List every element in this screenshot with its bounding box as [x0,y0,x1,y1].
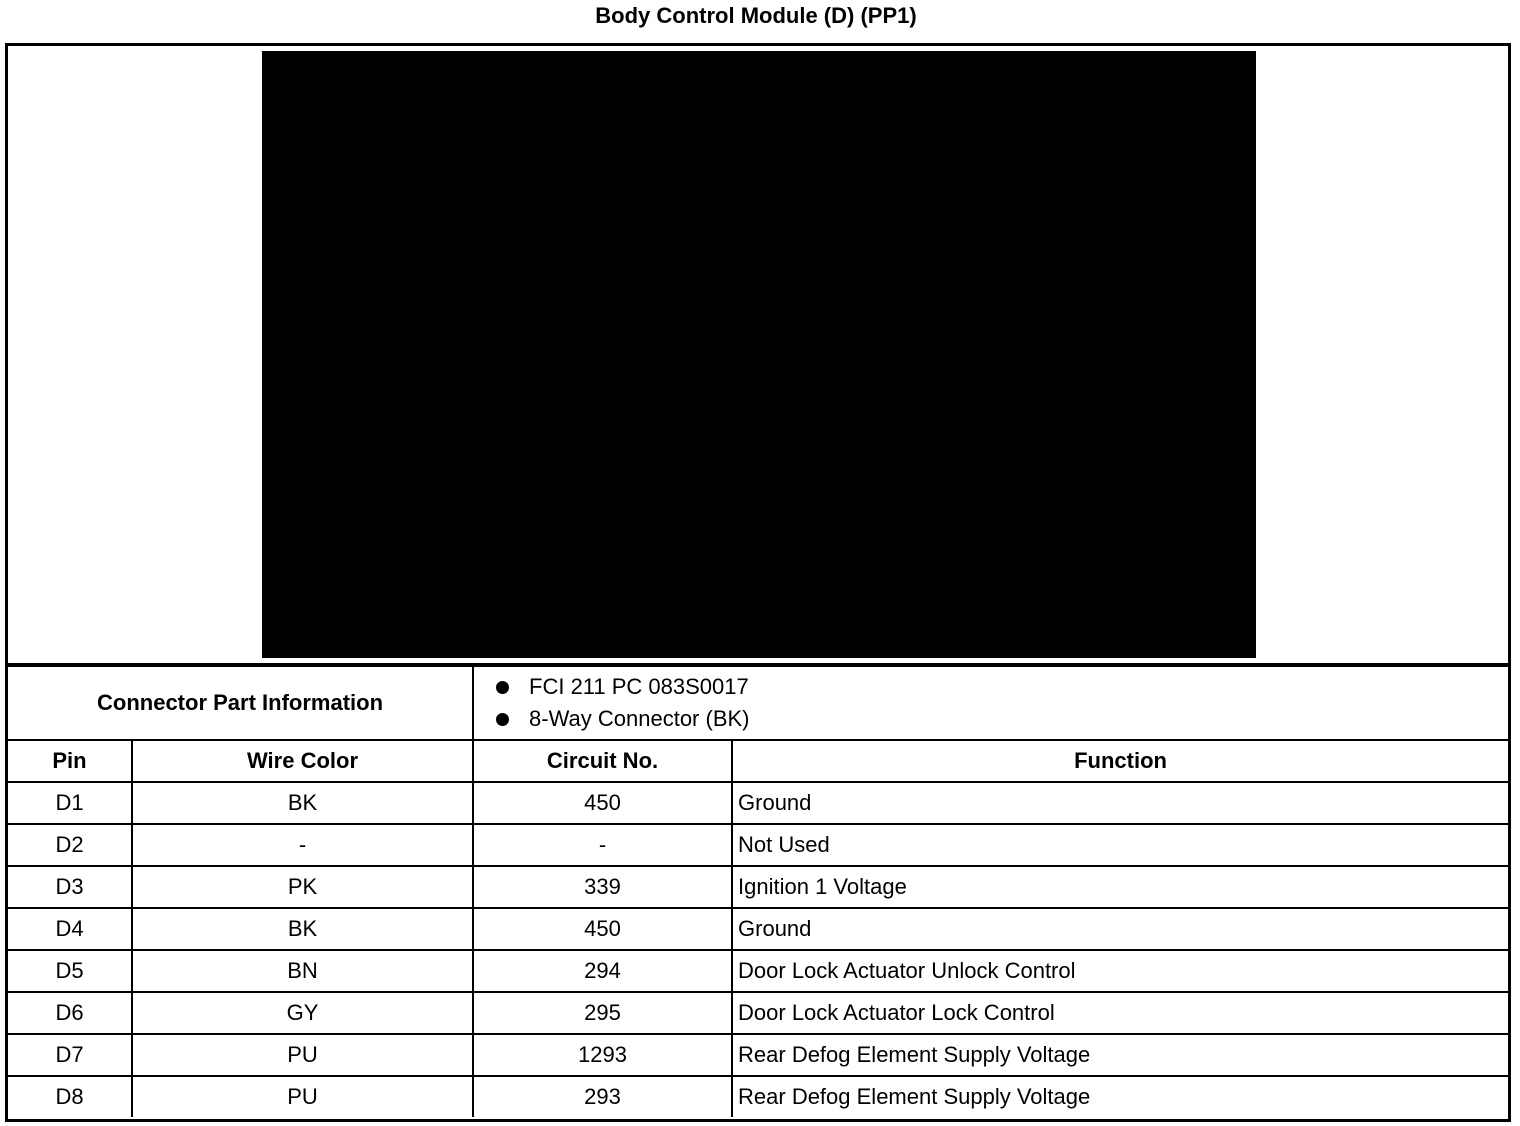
header-pin: Pin [8,740,132,782]
connector-info-label: Connector Part Information [8,666,473,740]
table-row [8,950,1508,992]
table-row [8,824,1508,866]
cell-function: Rear Defog Element Supply Voltage [732,1076,1508,1117]
cell-circuit: - [473,824,732,866]
table-row [8,992,1508,1034]
table-row [8,866,1508,908]
cell-function: Door Lock Actuator Lock Control [732,992,1508,1034]
cell-wire-color: PU [132,1034,473,1076]
cell-pin: D3 [8,866,132,908]
cell-wire-color: PK [132,866,473,908]
cell-wire-color: GY [132,992,473,1034]
connector-info-item [496,671,1508,703]
table-row [8,908,1508,950]
cell-function: Ground [732,908,1508,950]
cell-wire-color: PU [132,1076,473,1117]
pinout-rows [8,782,1508,1117]
bullet-icon [496,681,509,694]
cell-pin: D5 [8,950,132,992]
cell-pin: D6 [8,992,132,1034]
table-row [8,782,1508,824]
cell-pin: D2 [8,824,132,866]
cell-wire-color: BK [132,782,473,824]
cell-circuit: 1293 [473,1034,732,1076]
table-row [8,1076,1508,1117]
header-wire-color: Wire Color [132,740,473,782]
cell-circuit: 295 [473,992,732,1034]
cell-circuit: 293 [473,1076,732,1117]
connector-info-item [496,703,1508,735]
cell-pin: D4 [8,908,132,950]
table-header-row [8,740,1508,782]
header-circuit: Circuit No. [473,740,732,782]
connector-info-cell [473,666,1508,740]
connector-image-area [8,46,1508,665]
page-title: Body Control Module (D) (PP1) [595,3,917,28]
header-function: Function [732,740,1508,782]
cell-function: Rear Defog Element Supply Voltage [732,1034,1508,1076]
connector-info-row [8,666,1508,740]
cell-function: Not Used [732,824,1508,866]
cell-circuit: 450 [473,908,732,950]
cell-function: Ignition 1 Voltage [732,866,1508,908]
cell-circuit: 294 [473,950,732,992]
connector-part-number: FCI 211 PC 083S0017 [529,674,749,699]
cell-circuit: 450 [473,782,732,824]
connector-table-frame [5,43,1511,1122]
cell-pin: D1 [8,782,132,824]
pinout-table [8,665,1508,1117]
cell-wire-color: BK [132,908,473,950]
cell-wire-color: - [132,824,473,866]
bullet-icon [496,713,509,726]
cell-wire-color: BN [132,950,473,992]
cell-circuit: 339 [473,866,732,908]
cell-function: Door Lock Actuator Unlock Control [732,950,1508,992]
connector-type: 8-Way Connector (BK) [529,706,750,731]
connector-info-list [474,671,1508,735]
cell-function: Ground [732,782,1508,824]
connector-image [262,51,1256,658]
table-row [8,1034,1508,1076]
cell-pin: D7 [8,1034,132,1076]
cell-pin: D8 [8,1076,132,1117]
